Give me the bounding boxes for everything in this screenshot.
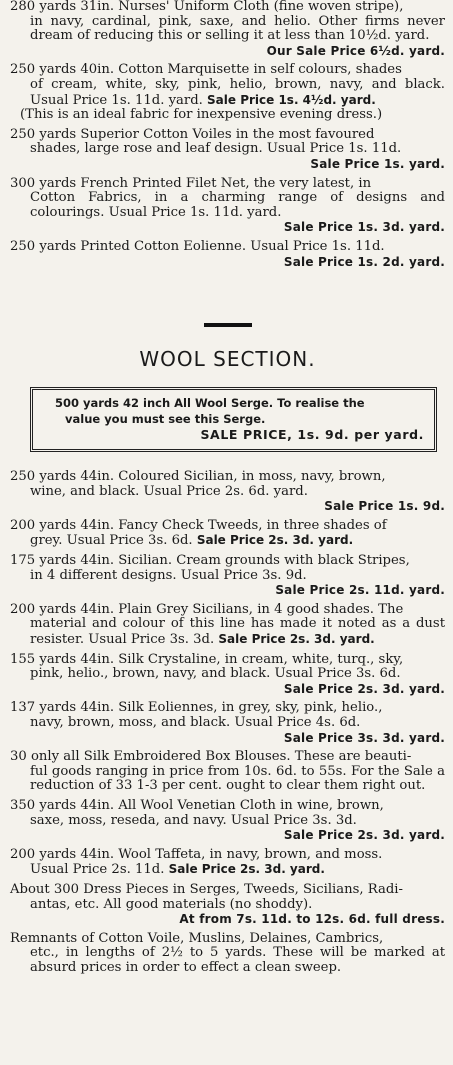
item-detail: antas, etc. All good materials (no shoddy). bbox=[30, 896, 313, 912]
item-detail: Cotton Fabrics, in a charming range of designs and colourings. Usual Price 1s. 11d. yard. bbox=[30, 190, 445, 220]
item-detail: wine, and black. Usual Price 2s. 6d. yard. bbox=[30, 483, 308, 499]
item-text: 137 yards 44in. Silk Eoliennes, in grey, sky, pink, helio., bbox=[10, 700, 383, 716]
item-detail: grey. Usual Price 3s. 6d. bbox=[30, 533, 193, 549]
item-description bbox=[10, 533, 445, 549]
sale-price: Sale Price 1s. yard. bbox=[310, 156, 445, 171]
item-text: 250 yards 44in. Coloured Sicilian, in moss, navy, brown, bbox=[10, 469, 386, 485]
list-item bbox=[10, 603, 445, 648]
list-item bbox=[10, 799, 445, 843]
sale-price: Sale Price 2s. 3d. yard. bbox=[196, 533, 354, 548]
item-detail: Usual Price 2s. 11d. bbox=[30, 862, 165, 878]
list-item bbox=[10, 470, 445, 514]
item-description bbox=[10, 898, 445, 913]
item-text: 200 yards 44in. Plain Grey Sicilians, in 4 good shades. The bbox=[10, 601, 404, 617]
sale-price: Sale Price 1s. 9d. bbox=[324, 499, 445, 514]
item-description bbox=[10, 946, 445, 975]
item-description bbox=[10, 814, 445, 829]
list-item bbox=[10, 128, 445, 172]
item-detail: in navy, cardinal, pink, saxe, and helio. Other firms never dream of reducing this or selling it at less than 10½d. yard. bbox=[30, 13, 445, 44]
item-text: 30 only all Silk Embroidered Box Blouses. These are beauti- bbox=[10, 749, 412, 765]
list-item bbox=[10, 0, 445, 58]
wool-list bbox=[10, 470, 445, 975]
item-detail: navy, brown, moss, and black. Usual Price 4s. 6d. bbox=[30, 715, 361, 730]
section-title: WOOL SECTION. bbox=[139, 347, 316, 372]
sale-price: Sale Price 2s. 3d. yard. bbox=[218, 632, 375, 647]
item-description bbox=[10, 15, 445, 44]
item-detail: material and colour of this line has made it noted as a dust resister. Usual Price 3s. 3d. bbox=[30, 616, 445, 648]
item-text: 200 yards 44in. Wool Taffeta, in navy, brown, and moss. bbox=[10, 846, 383, 862]
list-item bbox=[10, 848, 445, 878]
featured-offer-box bbox=[30, 387, 437, 452]
item-text: 250 yards Superior Cotton Voiles in the most favoured bbox=[10, 126, 375, 142]
item-text: About 300 Dress Pieces in Serges, Tweeds, Sicilians, Radi- bbox=[10, 881, 403, 897]
sale-price: Sale Price 1s. 4½d. yard. bbox=[207, 92, 376, 107]
item-description bbox=[10, 142, 445, 157]
sale-price: At from 7s. 11d. to 12s. 6d. full dress. bbox=[179, 912, 445, 927]
item-description bbox=[10, 862, 445, 878]
item-detail: of cream, white, sky, pink, helio, brown, navy, and black. Usual Price 1s. 11d. yard. bbox=[30, 76, 445, 108]
item-note: (This is an ideal fabric for inexpensive evening dress.) bbox=[20, 107, 383, 123]
item-description bbox=[10, 716, 445, 731]
list-item bbox=[10, 653, 445, 697]
item-detail: in 4 different designs. Usual Price 3s. 9d. bbox=[30, 567, 307, 583]
list-item bbox=[10, 932, 445, 976]
list-item bbox=[10, 701, 445, 745]
offer-sale-price: SALE PRICE, 1s. 9d. per yard. bbox=[200, 427, 424, 443]
item-description bbox=[10, 78, 445, 108]
sale-price: Sale Price 2s. 3d. yard. bbox=[168, 862, 325, 877]
sale-price: Sale Price 3s. 3d. yard. bbox=[283, 730, 445, 745]
item-detail: etc., in lengths of 2½ to 5 yards. These will be marked at absurd prices in order to effect a clean sweep. bbox=[30, 945, 445, 975]
item-description bbox=[10, 485, 445, 500]
item-text: 200 yards 44in. Fancy Check Tweeds, in three shades of bbox=[10, 517, 387, 533]
list-item bbox=[10, 750, 445, 794]
sale-price: Our Sale Price 6½d. yard. bbox=[266, 43, 445, 58]
sale-price: Sale Price 1s. 2d. yard. bbox=[283, 254, 445, 269]
offer-line: value you must see this Serge. bbox=[65, 412, 266, 427]
item-text: 280 yards 31in. Nurses' Uniform Cloth (fine woven stripe), bbox=[10, 0, 404, 14]
item-description bbox=[10, 765, 445, 794]
item-text: 250 yards Printed Cotton Eolienne. Usual Price 1s. 11d. bbox=[10, 238, 385, 254]
sale-price: Sale Price 2s. 3d. yard. bbox=[283, 828, 445, 843]
list-item bbox=[10, 519, 445, 549]
sale-price: Sale Price 1s. 3d. yard. bbox=[283, 220, 445, 235]
item-text: Remnants of Cotton Voile, Muslins, Delaines, Cambrics, bbox=[10, 930, 384, 946]
item-detail: pink, helio., brown, navy, and black. Usual Price 3s. 6d. bbox=[30, 666, 401, 682]
item-description bbox=[10, 191, 445, 220]
item-detail: shades, large rose and leaf design. Usual Price 1s. 11d. bbox=[30, 141, 402, 157]
item-detail: ful goods ranging in price from 10s. 6d. to 55s. For the Sale a reduction of 33 1-3 per cent. ought to clear them right out. bbox=[30, 763, 445, 794]
item-description bbox=[10, 569, 445, 584]
list-item bbox=[10, 883, 445, 927]
item-text: 300 yards French Printed Filet Net, the very latest, in bbox=[10, 175, 372, 191]
list-item bbox=[10, 554, 445, 598]
item-description bbox=[10, 617, 445, 647]
offer-line: 500 yards 42 inch All Wool Serge. To realise the bbox=[55, 396, 365, 411]
list-item bbox=[10, 63, 445, 122]
list-item bbox=[10, 177, 445, 235]
item-text: 155 yards 44in. Silk Crystaline, in cream, white, turq., sky, bbox=[10, 651, 404, 667]
sale-price: Sale Price 2s. 11d. yard. bbox=[275, 583, 445, 598]
item-text: 250 yards 40in. Cotton Marquisette in self colours, shades bbox=[10, 62, 402, 78]
section-divider bbox=[204, 323, 252, 327]
sale-price: Sale Price 2s. 3d. yard. bbox=[283, 681, 445, 696]
item-description bbox=[10, 667, 445, 682]
fabric-list bbox=[10, 0, 445, 269]
item-text: 175 yards 44in. Sicilian. Cream grounds with black Stripes, bbox=[10, 553, 410, 569]
item-text: 350 yards 44in. All Wool Venetian Cloth in wine, brown, bbox=[10, 797, 384, 813]
item-detail: saxe, moss, reseda, and navy. Usual Price 3s. 3d. bbox=[30, 812, 357, 828]
list-item bbox=[10, 240, 445, 269]
